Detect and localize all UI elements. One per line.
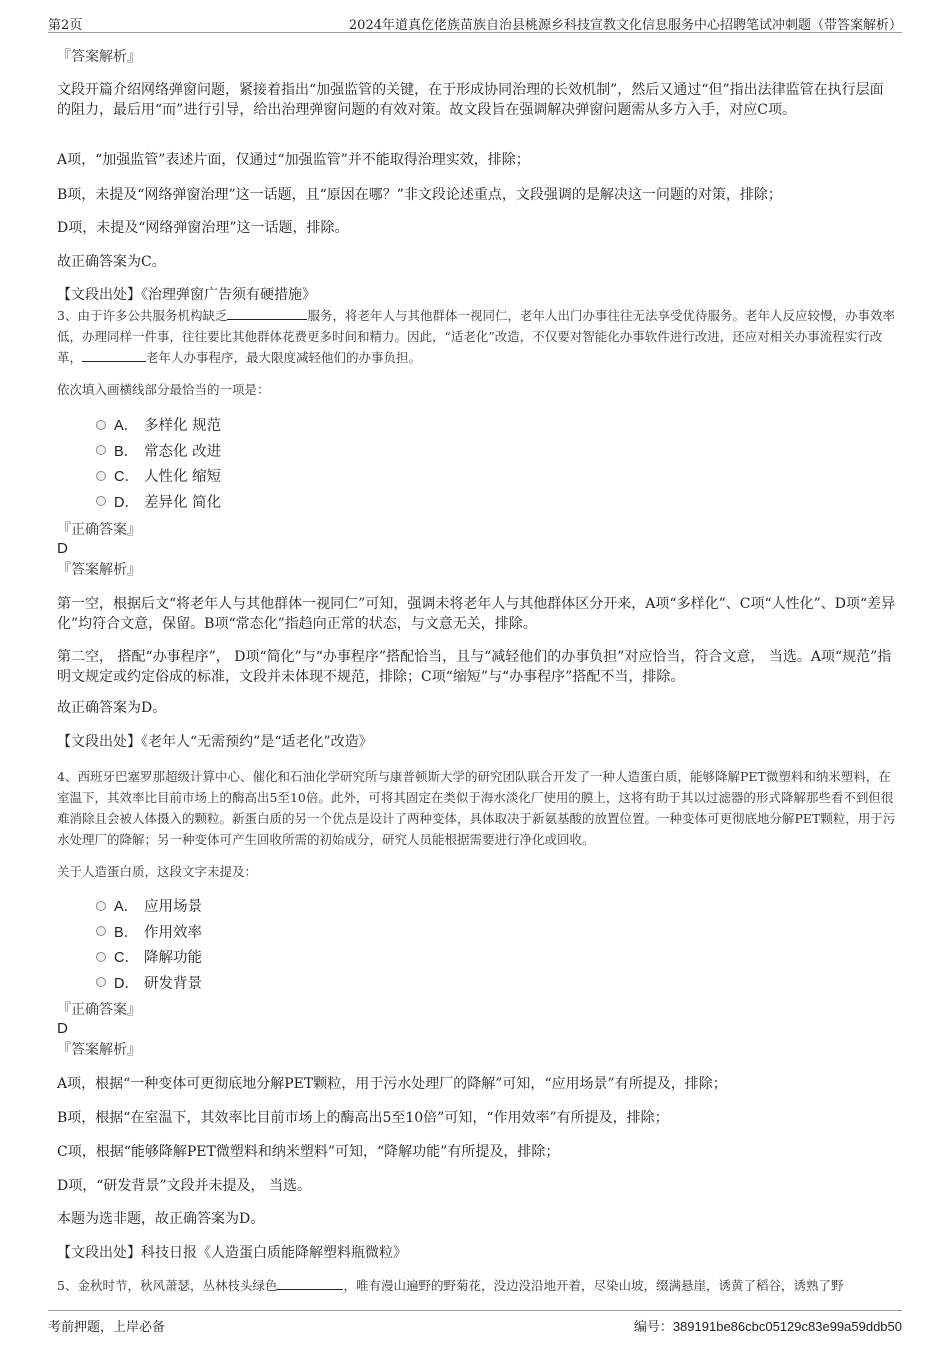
option-text: 差异化 简化 [144, 494, 222, 511]
q4-analysis-paragraph: D项，“研发背景”文段并未提及， 当选。 [57, 1178, 311, 1194]
q3-analysis-label: 『答案解析』 [57, 562, 141, 578]
q3-analysis-paragraph: 第一空，根据后文“将老年人与其他群体一视同仁”可知，强调未将老年人与其他群体区分开来，A项“多样化”、C项“人性化”、D项“差异化”均符合文意，保留。B项“常态化”指趋向正常的状态，与文意无关，排除。 [57, 596, 896, 632]
option-letter: B． [114, 924, 139, 941]
option-text: 研发背景 [144, 975, 202, 992]
q4-correct-answer: D [57, 1020, 68, 1037]
q3-correct-label: 『正确答案』 [57, 522, 141, 538]
option-letter: D． [114, 975, 139, 992]
radio-icon[interactable] [96, 952, 106, 962]
option-letter: C． [114, 950, 139, 967]
q3-option-a[interactable] [96, 412, 221, 438]
option-letter: D． [114, 494, 139, 511]
q4-source: 【文段出处】科技日报《人造蛋白质能降解塑料瓶微粒》 [57, 1245, 407, 1261]
q3-correct-answer: D [57, 540, 68, 557]
q2-analysis-paragraph: B项，未提及“网络弹窗治理”这一话题，且“原因在哪？”非文段论述重点，文段强调的是解决这一问题的对策，排除； [57, 187, 782, 203]
option-text: 作用效率 [144, 924, 202, 941]
option-text: 应用场景 [144, 899, 202, 916]
q3-analysis-paragraph: 故正确答案为D。 [57, 700, 167, 716]
q3-source: 【文段出处】《老年人“无需预约”是“适老化”改造》 [57, 734, 373, 750]
q5-blank [277, 1277, 343, 1290]
q5-stem [57, 1275, 897, 1296]
radio-icon[interactable] [96, 471, 106, 481]
radio-icon[interactable] [96, 445, 106, 455]
q3-analysis-paragraph: 第二空， 搭配“办事程序”， D项“简化”与“办事程序”搭配恰当，且与“减轻他们的办事负担”对应恰当，符合文意， 当选。A项“规范”指明文规定或约定俗成的标准，文段并未体现不规范，排除；C项“缩短”与“办事程序”搭配不当，排除。 [57, 649, 892, 685]
page-footer [48, 1310, 902, 1333]
radio-icon[interactable] [96, 977, 106, 987]
q4-analysis-paragraph: C项，根据“能够降解PET微塑料和纳米塑料”可知，“降解功能”有所提及，排除； [57, 1144, 560, 1160]
q4-option-d[interactable] [96, 970, 202, 996]
q3-stem-part: 3、由于许多公共服务机构缺乏 [57, 308, 228, 323]
q2-analysis-paragraph: 故正确答案为C。 [57, 254, 166, 270]
q5-stem-part: 5、金秋时节，秋风萧瑟，丛林枝头绿色 [57, 1278, 278, 1293]
radio-icon[interactable] [96, 496, 106, 506]
q3-option-d[interactable] [96, 489, 221, 515]
q4-analysis-paragraph: B项，根据“在室温下，其效率比目前市场上的酶高出5至10倍”可知，“作用效率”有所提及，排除； [57, 1110, 669, 1126]
q3-stem [57, 305, 897, 368]
q5-stem-part: ，唯有漫山遍野的野菊花，没边没沿地开着，尽染山坡，缀满悬崖，诱黄了稻谷，诱熟了野 [343, 1278, 844, 1293]
q4-option-a[interactable] [96, 893, 202, 919]
option-letter: B． [114, 443, 139, 460]
q4-options [96, 893, 202, 995]
footer-id-value: 389191be86cbc05129c83e99a59ddb50 [672, 1319, 902, 1334]
q4-option-b[interactable] [96, 919, 202, 945]
q3-stem-part: 老年人办事程序，最大限度减轻他们的办事负担。 [146, 350, 422, 365]
option-letter: A． [114, 418, 139, 435]
q4-analysis-paragraph: 本题为选非题，故正确答案为D。 [57, 1211, 265, 1227]
q2-analysis-paragraph: D项，未提及“网络弹窗治理”这一话题，排除。 [57, 220, 349, 236]
footer-slogan: 考前押题，上岸必备 [48, 1320, 166, 1335]
q3-prompt: 依次填入画横线部分最恰当的一项是： [57, 382, 270, 397]
radio-icon[interactable] [96, 420, 106, 430]
footer-id [634, 1316, 902, 1335]
footer-id-label: 编号： [633, 1319, 673, 1334]
q4-prompt: 关于人造蛋白质，这段文字未提及： [57, 864, 258, 879]
q4-stem: 4、西班牙巴塞罗那超级计算中心、催化和石油化学研究所与康普顿斯大学的研究团队联合开发了一种人造蛋白质，能够降解PET微塑料和纳米塑料，在室温下，其效率比目前市场上的酶高出5至10倍。此外，可将其固定在类似于海水淡化厂使用的膜上，这将有助于其以过滤器的形式降解那些看不到但很难消除且会被人体摄入的颗粒。新蛋白质的另一个优点是设计了两种变体，具体取决于新氨基酸的放置位置。一种变体可更彻底地分解PET颗粒，用于污水处理厂的降解；另一种变体可产生回收所需的初始成分，研究人员能根据需要进行净化或回收。 [57, 769, 896, 847]
option-text: 人性化 缩短 [144, 469, 222, 486]
q3-blank [82, 349, 146, 362]
page-header [48, 12, 902, 33]
q2-analysis-label: 『答案解析』 [57, 49, 141, 65]
q4-option-c[interactable] [96, 944, 202, 970]
q2-source: 【文段出处】《治理弹窗广告须有硬措施》 [57, 287, 316, 303]
q4-analysis-paragraph: A项，根据“一种变体可更彻底地分解PET颗粒，用于污水处理厂的降解”可知，“应用场景”有所提及，排除； [57, 1076, 727, 1092]
q2-analysis-paragraph: 文段开篇介绍网络弹窗问题，紧接着指出“加强监管的关键，在于形成协同治理的长效机制”，然后又通过“但”指出法律监管在执行层面的阻力，最后用“而”进行引导，给出治理弹窗问题的有效对策。故文段旨在强调解决弹窗问题需从多方入手，对应C项。 [57, 82, 884, 118]
option-text: 多样化 规范 [144, 418, 222, 435]
q2-analysis-paragraph: A项，“加强监管”表述片面，仅通过“加强监管”并不能取得治理实效，排除； [57, 152, 530, 168]
document-title: 2024年道真仡佬族苗族自治县桃源乡科技宣教文化信息服务中心招聘笔试冲刺题（带答案解析） [348, 18, 902, 33]
page-number: 第2页 [48, 18, 83, 33]
option-letter: C． [114, 469, 139, 486]
q3-blank [227, 307, 307, 320]
option-text: 降解功能 [144, 950, 202, 967]
q3-option-b[interactable] [96, 438, 221, 464]
q4-analysis-label: 『答案解析』 [57, 1042, 141, 1058]
radio-icon[interactable] [96, 901, 106, 911]
q4-correct-label: 『正确答案』 [57, 1002, 141, 1018]
option-text: 常态化 改进 [144, 443, 222, 460]
q3-stem-part: 服务，将老年人与其他群体一视同仁，老年人出门办事往往无法享受优待服务。老年人反应较慢，办事效率低，办理同样一件事，往往要比其他群体花费更多时间和精力。因此，“适老化”改造，不仅要对智能化办事软件进行改进，还应对相关办事流程实行改革， [57, 308, 895, 365]
option-letter: A． [114, 899, 139, 916]
q3-options [96, 412, 221, 514]
radio-icon[interactable] [96, 926, 106, 936]
q3-option-c[interactable] [96, 463, 221, 489]
